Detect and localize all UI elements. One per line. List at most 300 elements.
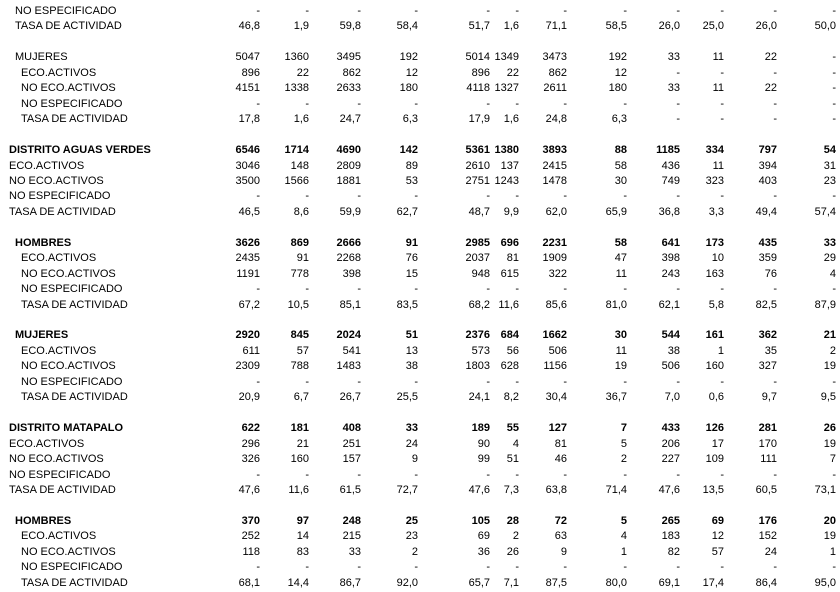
table-cell: - bbox=[486, 190, 490, 203]
table-cell: 1 bbox=[620, 545, 627, 558]
table-cell: 323 bbox=[705, 174, 724, 187]
table-cell: 33 bbox=[348, 545, 361, 558]
table-cell: 7 bbox=[829, 453, 836, 466]
table-cell: 1,6 bbox=[503, 20, 519, 33]
table-cell: 12 bbox=[405, 66, 418, 79]
table-cell: 111 bbox=[760, 453, 777, 466]
table-cell: - bbox=[357, 375, 361, 388]
table-cell: 30,4 bbox=[545, 391, 567, 404]
table-cell: 869 bbox=[290, 236, 309, 249]
table-cell: 436 bbox=[661, 159, 680, 172]
table-cell: - bbox=[676, 97, 680, 110]
table-cell: 3495 bbox=[336, 51, 361, 64]
table-cell: 26,7 bbox=[339, 391, 361, 404]
table-cell: 25,0 bbox=[702, 20, 724, 33]
table-cell: 26 bbox=[823, 422, 836, 435]
table-cell: 57,4 bbox=[814, 205, 836, 218]
table-cell: - bbox=[773, 97, 777, 110]
table-row bbox=[0, 174, 840, 189]
table-cell: 1338 bbox=[284, 82, 309, 95]
table-cell: 13 bbox=[405, 344, 418, 357]
table-cell: 29 bbox=[823, 252, 836, 265]
table-cell: 51 bbox=[506, 453, 519, 466]
table-cell: 370 bbox=[241, 514, 260, 527]
table-cell: 69 bbox=[711, 514, 724, 527]
table-cell: 1566 bbox=[284, 174, 309, 187]
table-cell: 76 bbox=[405, 252, 418, 265]
table-cell: 506 bbox=[661, 360, 680, 373]
table-cell: 36 bbox=[477, 545, 490, 558]
table-cell: - bbox=[773, 561, 777, 574]
table-cell: - bbox=[832, 51, 836, 64]
table-row bbox=[0, 421, 840, 436]
table-cell: 2 bbox=[829, 344, 836, 357]
table-cell: 749 bbox=[661, 174, 680, 187]
table-cell: 21 bbox=[823, 329, 836, 342]
table-cell: 788 bbox=[290, 360, 309, 373]
table-row bbox=[0, 576, 840, 591]
table-cell: 641 bbox=[661, 236, 680, 249]
table-cell: 398 bbox=[661, 252, 680, 265]
table-cell: 2376 bbox=[465, 329, 490, 342]
table-cell: 15 bbox=[405, 267, 418, 280]
table-cell: 544 bbox=[661, 329, 680, 342]
table-cell: 615 bbox=[500, 267, 519, 280]
table-cell: 11 bbox=[615, 267, 627, 280]
table-cell: - bbox=[773, 66, 777, 79]
table-row bbox=[0, 205, 840, 220]
row-label: NO ESPECIFICADO bbox=[21, 97, 123, 110]
table-cell: 58,4 bbox=[396, 20, 418, 33]
table-row bbox=[0, 328, 840, 343]
table-cell: 4151 bbox=[235, 82, 260, 95]
table-cell: 362 bbox=[758, 329, 777, 342]
table-cell: 13,5 bbox=[702, 483, 724, 496]
table-cell: 127 bbox=[548, 422, 567, 435]
table-cell: 3473 bbox=[542, 51, 567, 64]
table-cell: 189 bbox=[471, 422, 490, 435]
row-label: NO ECO.ACTIVOS bbox=[21, 360, 116, 373]
table-cell: 243 bbox=[661, 267, 680, 280]
table-cell: - bbox=[676, 375, 680, 388]
table-cell: 4690 bbox=[336, 144, 361, 157]
table-cell: 61,5 bbox=[339, 483, 361, 496]
table-cell: - bbox=[305, 5, 309, 17]
table-cell: 797 bbox=[758, 144, 777, 157]
table-cell: 28 bbox=[506, 514, 519, 527]
table-cell: 7 bbox=[620, 422, 627, 435]
table-cell: 161 bbox=[705, 329, 724, 342]
table-cell: - bbox=[832, 375, 836, 388]
table-cell: 81,0 bbox=[605, 298, 627, 311]
table-cell: - bbox=[676, 5, 680, 17]
table-cell: - bbox=[563, 97, 567, 110]
table-cell: 82 bbox=[667, 545, 680, 558]
table-row bbox=[0, 189, 840, 204]
table-cell: 35 bbox=[764, 344, 777, 357]
row-label: NO ECO.ACTIVOS bbox=[9, 453, 104, 466]
table-cell: - bbox=[357, 468, 361, 481]
table-cell: 69 bbox=[477, 530, 490, 543]
table-cell: - bbox=[720, 113, 724, 126]
table-cell: 7,1 bbox=[503, 576, 519, 589]
table-cell: 23 bbox=[823, 174, 836, 187]
table-row bbox=[0, 112, 840, 127]
table-cell: - bbox=[256, 5, 260, 17]
table-cell: 12 bbox=[614, 66, 627, 79]
table-cell: 862 bbox=[342, 66, 361, 79]
table-cell: - bbox=[256, 375, 260, 388]
table-cell: 68,1 bbox=[238, 576, 260, 589]
table-cell: 359 bbox=[758, 252, 777, 265]
table-cell: 24 bbox=[405, 437, 418, 450]
table-cell: 1909 bbox=[542, 252, 567, 265]
table-cell: 3,3 bbox=[708, 205, 724, 218]
table-cell: 896 bbox=[471, 66, 490, 79]
row-label: ECO.ACTIVOS bbox=[21, 530, 97, 543]
table-cell: 1191 bbox=[236, 267, 260, 280]
row-label: MUJERES bbox=[15, 51, 68, 64]
table-cell: - bbox=[676, 468, 680, 481]
table-cell: 2985 bbox=[465, 236, 490, 249]
table-cell: - bbox=[623, 283, 627, 296]
row-label: ECO.ACTIVOS bbox=[9, 159, 85, 172]
table-cell: 53 bbox=[405, 174, 418, 187]
table-cell: 87,9 bbox=[814, 298, 836, 311]
table-row bbox=[0, 19, 840, 34]
table-cell: 69,1 bbox=[658, 576, 680, 589]
table-row bbox=[0, 390, 840, 405]
table-cell: 322 bbox=[548, 267, 567, 280]
table-cell: - bbox=[414, 375, 418, 388]
table-cell: - bbox=[720, 66, 724, 79]
row-label: ECO.ACTIVOS bbox=[21, 66, 97, 79]
table-cell: 10,5 bbox=[287, 298, 309, 311]
table-cell: 38 bbox=[405, 360, 418, 373]
table-cell: 26 bbox=[506, 545, 519, 558]
table-cell: 8,6 bbox=[293, 205, 309, 218]
table-cell: 62,1 bbox=[658, 298, 680, 311]
table-cell: 62,0 bbox=[545, 205, 567, 218]
table-cell: 17,8 bbox=[238, 113, 260, 126]
table-cell: - bbox=[305, 561, 309, 574]
table-cell: 4 bbox=[829, 267, 836, 280]
table-cell: 23 bbox=[405, 530, 418, 543]
row-label: NO ECO.ACTIVOS bbox=[21, 545, 116, 558]
table-cell: 6,3 bbox=[611, 113, 627, 126]
table-row bbox=[0, 514, 840, 529]
table-cell: - bbox=[486, 561, 490, 574]
row-label: ECO.ACTIVOS bbox=[9, 437, 85, 450]
table-cell: - bbox=[256, 283, 260, 296]
table-cell: 25,5 bbox=[396, 391, 418, 404]
table-cell: - bbox=[773, 375, 777, 388]
table-cell: 59,9 bbox=[339, 205, 361, 218]
table-cell: 19 bbox=[614, 360, 627, 373]
table-cell: 403 bbox=[758, 174, 777, 187]
table-cell: 33 bbox=[405, 422, 418, 435]
table-cell: 36,8 bbox=[658, 205, 680, 218]
table-cell: 51 bbox=[405, 329, 418, 342]
table-cell: - bbox=[414, 190, 418, 203]
table-cell: 9,9 bbox=[503, 205, 519, 218]
table-cell: 33 bbox=[667, 82, 680, 95]
row-label: HOMBRES bbox=[15, 236, 72, 249]
table-cell: - bbox=[773, 190, 777, 203]
table-cell: 31 bbox=[823, 159, 836, 172]
table-cell: 845 bbox=[290, 329, 309, 342]
table-cell: - bbox=[515, 5, 519, 17]
table-cell: 33 bbox=[667, 51, 680, 64]
table-cell: - bbox=[515, 283, 519, 296]
table-cell: - bbox=[773, 468, 777, 481]
table-cell: 49,4 bbox=[755, 205, 777, 218]
table-cell: 57 bbox=[296, 344, 309, 357]
table-cell: 38 bbox=[667, 344, 680, 357]
table-cell: 192 bbox=[399, 51, 418, 64]
table-cell: - bbox=[515, 190, 519, 203]
table-cell: 22 bbox=[506, 66, 519, 79]
row-label: ECO.ACTIVOS bbox=[21, 252, 97, 265]
table-cell: 71,1 bbox=[545, 20, 567, 33]
table-cell: 58,5 bbox=[605, 20, 627, 33]
table-cell: 109 bbox=[705, 453, 724, 466]
table-cell: 56 bbox=[506, 344, 519, 357]
table-cell: 72 bbox=[554, 514, 567, 527]
table-cell: 54 bbox=[823, 144, 836, 157]
table-cell: - bbox=[357, 190, 361, 203]
table-cell: 152 bbox=[758, 530, 777, 543]
table-cell: 91 bbox=[296, 252, 309, 265]
table-cell: 506 bbox=[548, 344, 567, 357]
table-cell: 251 bbox=[342, 437, 361, 450]
table-cell: - bbox=[676, 283, 680, 296]
table-row bbox=[0, 97, 840, 112]
table-cell: - bbox=[486, 283, 490, 296]
row-label: HOMBRES bbox=[15, 514, 72, 527]
row-label: TASA DE ACTIVIDAD bbox=[21, 391, 128, 404]
table-cell: - bbox=[414, 468, 418, 481]
table-cell: 24,1 bbox=[468, 391, 490, 404]
table-cell: 51,7 bbox=[468, 20, 490, 33]
table-cell: 50,0 bbox=[814, 20, 836, 33]
table-cell: 5361 bbox=[465, 144, 490, 157]
table-cell: 948 bbox=[471, 267, 490, 280]
table-cell: 9 bbox=[411, 453, 418, 466]
row-label: TASA DE ACTIVIDAD bbox=[21, 576, 128, 589]
table-cell: 2633 bbox=[336, 82, 361, 95]
table-cell: 26,0 bbox=[755, 20, 777, 33]
table-cell: - bbox=[832, 561, 836, 574]
table-cell: 180 bbox=[399, 82, 418, 95]
table-cell: 227 bbox=[661, 453, 680, 466]
table-cell: - bbox=[305, 375, 309, 388]
table-cell: 65,7 bbox=[468, 576, 490, 589]
table-row bbox=[0, 359, 840, 374]
table-cell: 3893 bbox=[542, 144, 567, 157]
table-cell: 1803 bbox=[465, 360, 490, 373]
table-cell: 2920 bbox=[235, 329, 260, 342]
table-cell: 86,7 bbox=[339, 576, 361, 589]
table-cell: - bbox=[773, 5, 777, 17]
table-cell: 252 bbox=[241, 530, 260, 543]
table-cell: 5047 bbox=[235, 51, 260, 64]
table-cell: 327 bbox=[758, 360, 777, 373]
table-cell: 2024 bbox=[336, 329, 361, 342]
table-cell: 30 bbox=[614, 329, 627, 342]
table-cell: 72,7 bbox=[396, 483, 418, 496]
table-cell: 25 bbox=[405, 514, 418, 527]
table-cell: 2231 bbox=[542, 236, 567, 249]
row-label: NO ESPECIFICADO bbox=[9, 468, 111, 481]
table-cell: 99 bbox=[477, 453, 490, 466]
table-cell: - bbox=[563, 561, 567, 574]
table-cell: 160 bbox=[705, 360, 724, 373]
table-cell: 206 bbox=[661, 437, 680, 450]
table-row bbox=[0, 251, 840, 266]
table-cell: - bbox=[256, 468, 260, 481]
table-row bbox=[0, 375, 840, 390]
table-cell: 11,6 bbox=[498, 298, 519, 311]
table-cell: - bbox=[486, 375, 490, 388]
table-cell: 22 bbox=[764, 82, 777, 95]
table-cell: - bbox=[256, 97, 260, 110]
table-cell: 14 bbox=[296, 530, 309, 543]
table-row bbox=[0, 50, 840, 65]
table-cell: 4118 bbox=[466, 82, 490, 95]
table-cell: 696 bbox=[500, 236, 519, 249]
table-cell: - bbox=[414, 283, 418, 296]
table-cell: 2415 bbox=[542, 159, 567, 172]
table-cell: 2 bbox=[620, 453, 627, 466]
table-cell: 622 bbox=[241, 422, 260, 435]
table-cell: - bbox=[720, 375, 724, 388]
table-cell: - bbox=[515, 97, 519, 110]
table-cell: - bbox=[486, 97, 490, 110]
table-cell: 2610 bbox=[465, 159, 490, 172]
table-cell: 86,4 bbox=[755, 576, 777, 589]
table-cell: - bbox=[563, 283, 567, 296]
table-cell: 157 bbox=[342, 453, 361, 466]
table-cell: 2611 bbox=[543, 82, 567, 95]
table-cell: - bbox=[623, 468, 627, 481]
table-row bbox=[0, 267, 840, 282]
table-cell: 1662 bbox=[542, 329, 567, 342]
table-cell: 181 bbox=[290, 422, 309, 435]
table-cell: 7,0 bbox=[664, 391, 680, 404]
table-cell: 4 bbox=[620, 530, 627, 543]
table-cell: 1380 bbox=[494, 144, 519, 157]
table-cell: 63,8 bbox=[545, 483, 567, 496]
table-cell: - bbox=[720, 561, 724, 574]
table-cell: 20 bbox=[823, 514, 836, 527]
table-cell: - bbox=[773, 283, 777, 296]
table-cell: 21 bbox=[296, 437, 309, 450]
table-row bbox=[0, 452, 840, 467]
table-cell: 46 bbox=[554, 453, 567, 466]
table-cell: - bbox=[305, 97, 309, 110]
table-cell: 22 bbox=[764, 51, 777, 64]
table-cell: - bbox=[486, 5, 490, 17]
table-cell: 55 bbox=[506, 422, 519, 435]
table-cell: 87,5 bbox=[545, 576, 567, 589]
table-cell: 3626 bbox=[235, 236, 260, 249]
table-cell: 296 bbox=[241, 437, 260, 450]
table-cell: 183 bbox=[661, 530, 680, 543]
table-row bbox=[0, 236, 840, 251]
table-cell: 19 bbox=[823, 360, 836, 373]
table-row bbox=[0, 298, 840, 313]
table-cell: 17 bbox=[711, 437, 724, 450]
table-cell: 58 bbox=[614, 159, 627, 172]
table-cell: - bbox=[623, 5, 627, 17]
table-cell: 398 bbox=[342, 267, 361, 280]
table-cell: 48,7 bbox=[468, 205, 490, 218]
row-label: NO ECO.ACTIVOS bbox=[21, 267, 116, 280]
table-cell: 3500 bbox=[235, 174, 260, 187]
table-cell: 47,6 bbox=[468, 483, 490, 496]
table-cell: 778 bbox=[290, 267, 309, 280]
table-row bbox=[0, 66, 840, 81]
table-cell: 2809 bbox=[336, 159, 361, 172]
table-row bbox=[0, 282, 840, 297]
table-cell: 1349 bbox=[494, 51, 519, 64]
table-cell: 7,3 bbox=[503, 483, 519, 496]
table-cell: 47,6 bbox=[658, 483, 680, 496]
table-cell: 89 bbox=[405, 159, 418, 172]
table-cell: 281 bbox=[758, 422, 777, 435]
table-cell: 173 bbox=[705, 236, 724, 249]
table-cell: 394 bbox=[758, 159, 777, 172]
table-row bbox=[0, 560, 840, 575]
table-cell: 67,2 bbox=[238, 298, 260, 311]
row-label: NO ESPECIFICADO bbox=[21, 283, 123, 296]
table-cell: 126 bbox=[705, 422, 724, 435]
table-cell: 1478 bbox=[542, 174, 567, 187]
table-cell: 62,7 bbox=[396, 205, 418, 218]
table-cell: 6,7 bbox=[293, 391, 309, 404]
table-cell: 573 bbox=[471, 344, 490, 357]
table-cell: 862 bbox=[548, 66, 567, 79]
table-cell: - bbox=[720, 97, 724, 110]
table-cell: 81 bbox=[506, 252, 519, 265]
table-cell: - bbox=[832, 113, 836, 126]
table-row bbox=[0, 545, 840, 560]
table-cell: - bbox=[773, 113, 777, 126]
table-cell: - bbox=[305, 468, 309, 481]
table-cell: 47 bbox=[614, 252, 627, 265]
row-label: TASA DE ACTIVIDAD bbox=[21, 113, 128, 126]
table-cell: - bbox=[832, 97, 836, 110]
table-cell: 63 bbox=[554, 530, 567, 543]
table-cell: 6546 bbox=[235, 144, 260, 157]
table-cell: 1714 bbox=[284, 144, 309, 157]
table-cell: - bbox=[720, 5, 724, 17]
table-cell: - bbox=[832, 66, 836, 79]
table-cell: - bbox=[832, 283, 836, 296]
table-cell: 408 bbox=[342, 422, 361, 435]
table-cell: - bbox=[515, 468, 519, 481]
table-cell: - bbox=[305, 190, 309, 203]
table-cell: 180 bbox=[608, 82, 627, 95]
table-cell: 80,0 bbox=[605, 576, 627, 589]
table-row bbox=[0, 81, 840, 96]
table-cell: 92,0 bbox=[396, 576, 418, 589]
row-label: TASA DE ACTIVIDAD bbox=[9, 205, 116, 218]
table-row bbox=[0, 437, 840, 452]
table-cell: 628 bbox=[500, 360, 519, 373]
table-cell: - bbox=[720, 468, 724, 481]
